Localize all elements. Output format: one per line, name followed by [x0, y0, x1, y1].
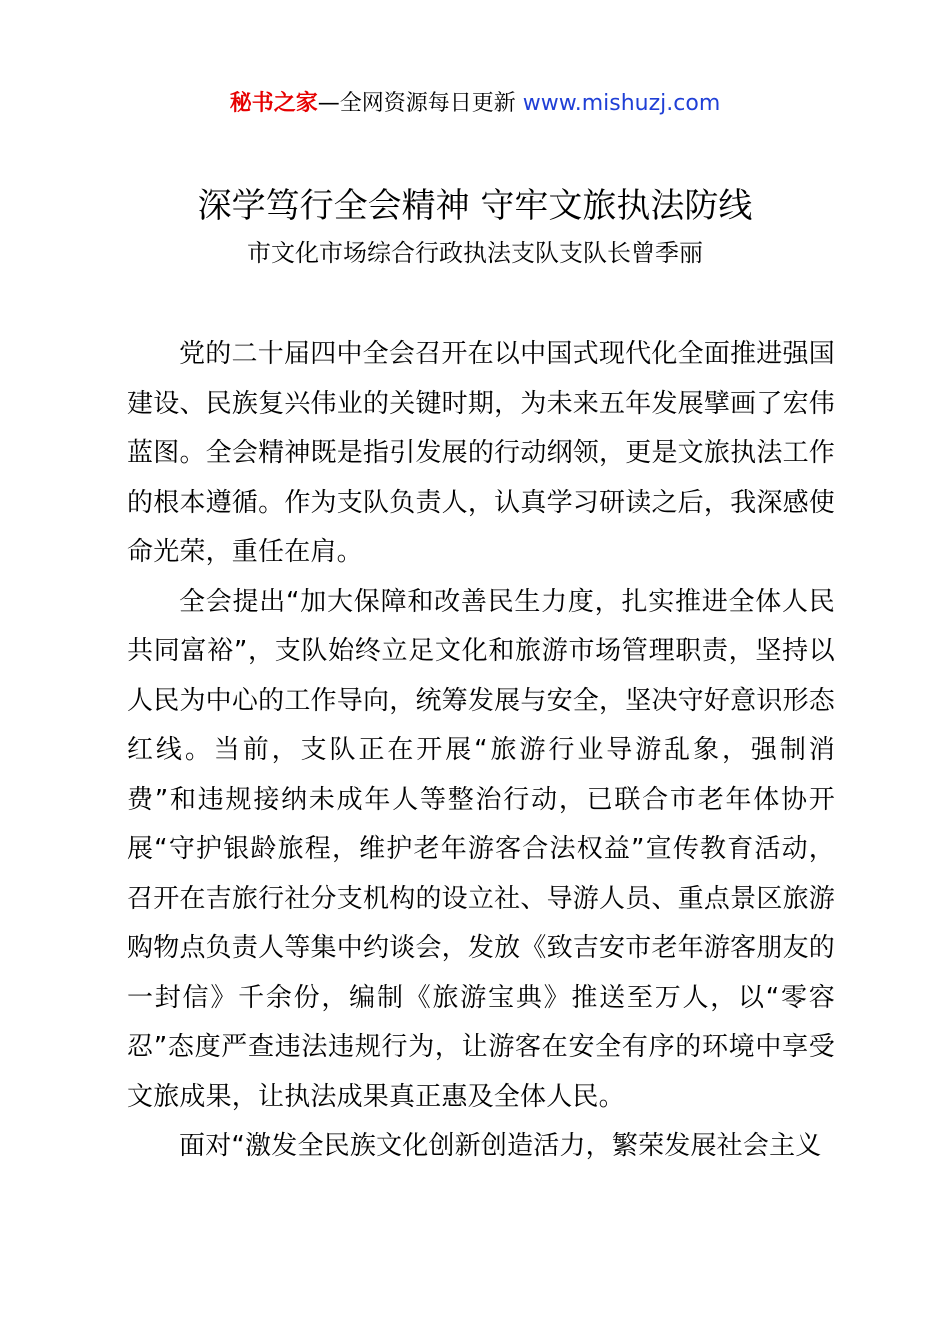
header-tagline: —全网资源每日更新 — [317, 91, 516, 116]
document-title: 深学笃行全会精神 守牢文旅执法防线 — [197, 186, 753, 226]
document-author-line: 市文化市场综合行政执法支队支队长曾季丽 — [247, 239, 703, 267]
body-paragraph: 面对“激发全民族文化创新创造活力，繁荣发展社会主义 — [179, 1131, 822, 1161]
body-paragraph: 全会提出“加大保障和改善民生力度，扎实推进全体人民共同富裕”，支队始终立足文化和旅游市场管理职责，坚持以人民为中心的工作导向，统筹发展与安全，坚决守好意识形态红线。当前，支队正在开展“旅游行业导游乱象，强制消费”和违规接纳未成年人等整治行动，已联合市老年体协开展“守护银龄旅程，维护老年游客合法权益”宣传教育活动，召开在吉旅行社分支机构的设立社、导游人员、重点景区旅游购物点负责人等集中约谈会，发放《致吉安市老年游客朋友的一封信》千余份，编制《旅游宝典》推送至万人，以“零容忍”态度严查违法违规行为，让游客在安全有序的环境中享受文旅成果，让执法成果真正惠及全体人民。 — [127, 586, 835, 1112]
brand-name: 秘书之家 — [229, 91, 318, 116]
site-header — [0, 88, 950, 120]
site-url-link[interactable]: www.mishuzj.com — [522, 91, 721, 116]
document-body — [127, 330, 835, 1172]
body-paragraph: 党的二十届四中全会召开在以中国式现代化全面推进强国建设、民族复兴伟业的关键时期，为未来五年发展擘画了宏伟蓝图。全会精神既是指引发展的行动纲领，更是文旅执法工作的根本遵循。作为支队负责人，认真学习研读之后，我深感使命光荣，重任在肩。 — [127, 339, 835, 567]
